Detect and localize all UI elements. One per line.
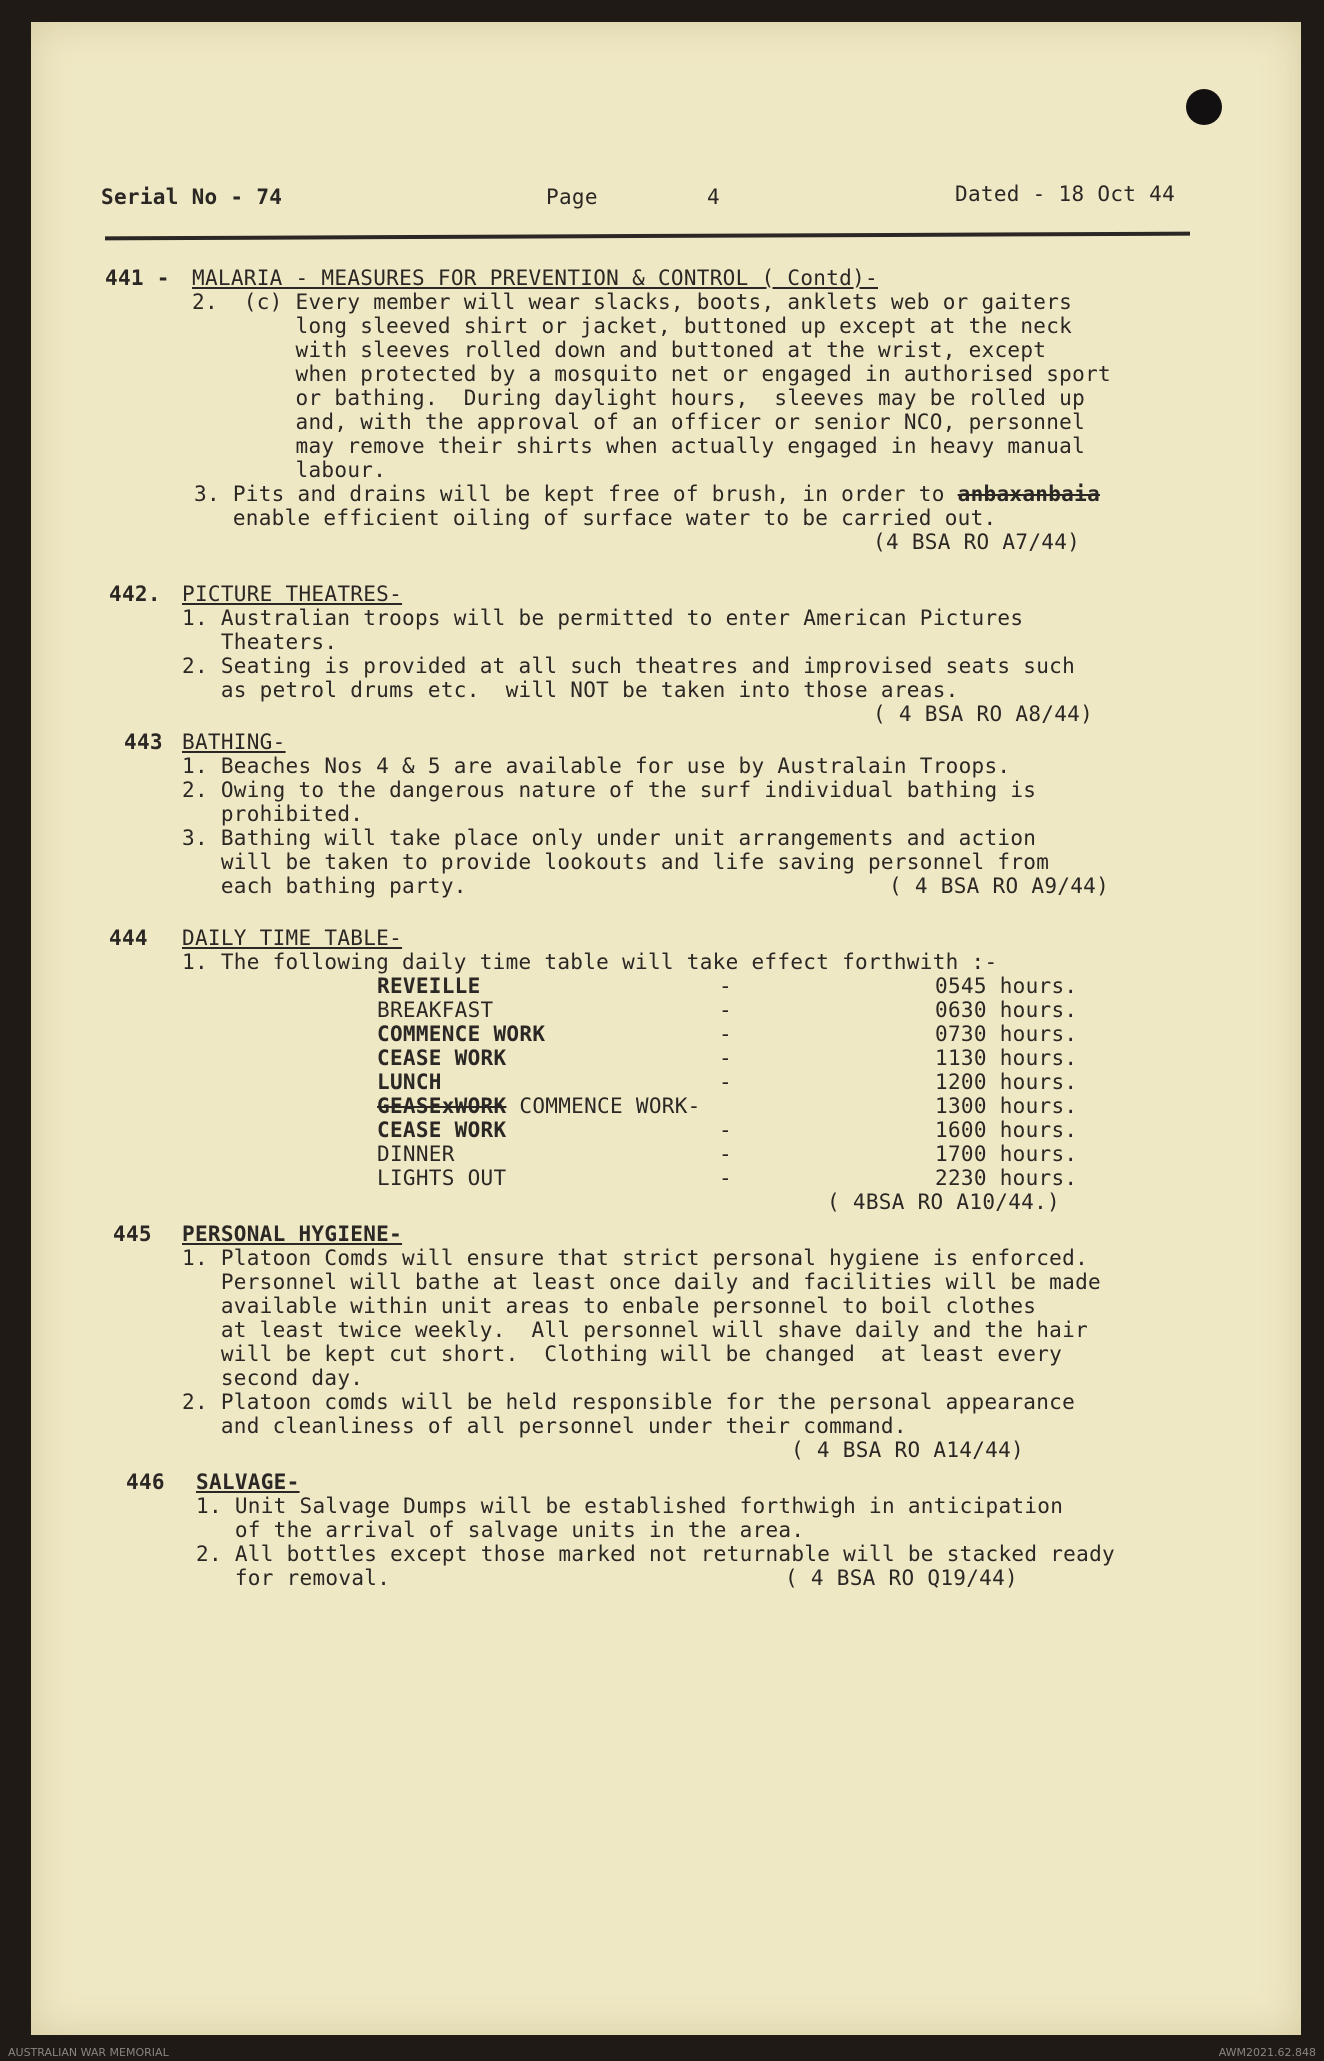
footer-institution: AUSTRALIAN WAR MEMORIAL	[8, 2046, 169, 2059]
timetable-dash: -	[719, 998, 732, 1022]
s446-line-3: for removal.	[196, 1566, 391, 1590]
timetable-dash: -	[719, 1070, 732, 1094]
s441-line-5: and, with the approval of an officer or senior NCO, personnel	[192, 410, 1086, 434]
punch-hole	[1186, 89, 1222, 125]
timetable-dash: -	[719, 1046, 732, 1070]
s443-line-0: 1. Beaches Nos 4 & 5 are available for use by Australain Troops.	[182, 754, 1011, 778]
page-number: 4	[707, 185, 720, 209]
s445-number: 445	[113, 1222, 152, 1246]
timetable-time: 0630 hours.	[935, 998, 1078, 1022]
footer-accession-number: AWM2021.62.848	[1218, 2046, 1316, 2059]
s445-line-0: 1. Platoon Comds will ensure that strict personal hygiene is enforced.	[182, 1246, 1089, 1270]
timetable-time: 1130 hours.	[935, 1046, 1078, 1070]
timetable-time: 2230 hours.	[935, 1166, 1078, 1190]
s444-ref: ( 4BSA RO A10/44.)	[827, 1190, 1060, 1214]
s443-line-3: 3. Bathing will take place only under unit arrangements and action	[182, 826, 1037, 850]
timetable-dash: -	[719, 1118, 732, 1142]
s441-line-3: when protected by a mosquito net or engaged in authorised sport	[192, 362, 1111, 386]
s441-line-9: enable efficient oiling of surface water to be carried out.	[194, 506, 997, 530]
s443-line-2: prohibited.	[182, 802, 364, 826]
timetable-event: BREAKFAST	[377, 998, 494, 1022]
s443-line-1: 2. Owing to the dangerous nature of the surf individual bathing is	[182, 778, 1037, 802]
timetable-time: 0545 hours.	[935, 974, 1078, 998]
timetable-time: 0730 hours.	[935, 1022, 1078, 1046]
s442-line-0: 1. Australian troops will be permitted to enter American Pictures	[182, 606, 1024, 630]
s444-intro: 1. The following daily time table will take effect forthwith :-	[182, 950, 998, 974]
timetable-event: REVEILLE	[377, 974, 481, 998]
s445-line-7: and cleanliness of all personnel under their command.	[182, 1414, 907, 1438]
s445-title: PERSONAL HYGIENE-	[182, 1222, 403, 1246]
s441-line-7: labour.	[192, 458, 387, 482]
s442-ref: ( 4 BSA RO A8/44)	[873, 702, 1094, 726]
s441-title: MALARIA - MEASURES FOR PREVENTION & CONTROL ( Contd)-	[192, 266, 878, 290]
s441-number: 441 -	[105, 266, 170, 290]
timetable-event: CEASE WORK	[377, 1118, 507, 1142]
timetable-event: GEASExWORK COMMENCE WORK-	[377, 1094, 701, 1118]
s441-line-2: with sleeves rolled down and buttoned at the wrist, except	[192, 338, 1047, 362]
s442-line-2: 2. Seating is provided at all such theatres and improvised seats such	[182, 654, 1076, 678]
s441-line-4: or bathing. During daylight hours, sleeves may be rolled up	[192, 386, 1086, 410]
timetable-event: COMMENCE WORK	[377, 1022, 546, 1046]
timetable-event: LUNCH	[377, 1070, 442, 1094]
s445-line-6: 2. Platoon comds will be held responsible for the personal appearance	[182, 1390, 1076, 1414]
timetable-strikeout: GEASExWORK	[377, 1094, 507, 1118]
s443-title: BATHING-	[182, 730, 286, 754]
timetable-event: DINNER	[377, 1142, 455, 1166]
s442-number: 442.	[109, 582, 161, 606]
s446-line-0: 1. Unit Salvage Dumps will be established forthwigh in anticipation	[196, 1494, 1064, 1518]
s441-line-1: long sleeved shirt or jacket, buttoned up except at the neck	[192, 314, 1073, 338]
serial-number: Serial No - 74	[101, 185, 283, 209]
s446-ref: ( 4 BSA RO Q19/44)	[785, 1566, 1018, 1590]
timetable-time: 1200 hours.	[935, 1070, 1078, 1094]
timetable-dash: -	[719, 1022, 732, 1046]
timetable-time: 1600 hours.	[935, 1118, 1078, 1142]
timetable-time: 1300 hours.	[935, 1094, 1078, 1118]
s441-line-8: 3. Pits and drains will be kept free of brush, in order to anbaxanbaia	[194, 482, 1101, 506]
s441-strikeout: anbaxanbaia	[957, 482, 1101, 506]
s444-number: 444	[109, 926, 148, 950]
s442-title: PICTURE THEATRES-	[182, 582, 403, 606]
s442-line-3: as petrol drums etc. will NOT be taken into those areas.	[182, 678, 959, 702]
document-page	[31, 22, 1301, 2035]
s443-number: 443	[124, 730, 163, 754]
s444-title: DAILY TIME TABLE-	[182, 926, 403, 950]
dated: Dated - 18 Oct 44	[955, 182, 1176, 206]
timetable-event: LIGHTS OUT	[377, 1166, 507, 1190]
s445-line-5: second day.	[182, 1366, 364, 1390]
s445-ref: ( 4 BSA RO A14/44)	[791, 1438, 1024, 1462]
s441-line-6: may remove their shirts when actually engaged in heavy manual	[192, 434, 1086, 458]
timetable-event: CEASE WORK	[377, 1046, 507, 1070]
s443-ref: ( 4 BSA RO A9/44)	[889, 874, 1110, 898]
timetable-time: 1700 hours.	[935, 1142, 1078, 1166]
timetable-dash: -	[719, 974, 732, 998]
s446-line-1: of the arrival of salvage units in the area.	[196, 1518, 805, 1542]
timetable-dash: -	[719, 1142, 732, 1166]
s445-line-1: Personnel will bathe at least once daily and facilities will be made	[182, 1270, 1101, 1294]
s445-line-4: will be kept cut short. Clothing will be changed at least every	[182, 1342, 1063, 1366]
header-rule	[105, 232, 1190, 241]
timetable-dash: -	[719, 1166, 732, 1190]
s446-number: 446	[126, 1470, 165, 1494]
s441-line-0: 2. (c) Every member will wear slacks, boots, anklets web or gaiters	[192, 290, 1073, 314]
s446-line-2: 2. All bottles except those marked not returnable will be stacked ready	[196, 1542, 1115, 1566]
s442-line-1: Theaters.	[182, 630, 338, 654]
s443-line-5: each bathing party.	[182, 874, 467, 898]
s445-line-2: available within unit areas to enbale personnel to boil clothes	[182, 1294, 1037, 1318]
page-label: Page	[546, 185, 598, 209]
s446-title: SALVAGE-	[196, 1470, 300, 1494]
s441-ref: (4 BSA RO A7/44)	[873, 530, 1081, 554]
s443-line-4: will be taken to provide lookouts and life saving personnel from	[182, 850, 1050, 874]
s445-line-3: at least twice weekly. All personnel will shave daily and the hair	[182, 1318, 1089, 1342]
